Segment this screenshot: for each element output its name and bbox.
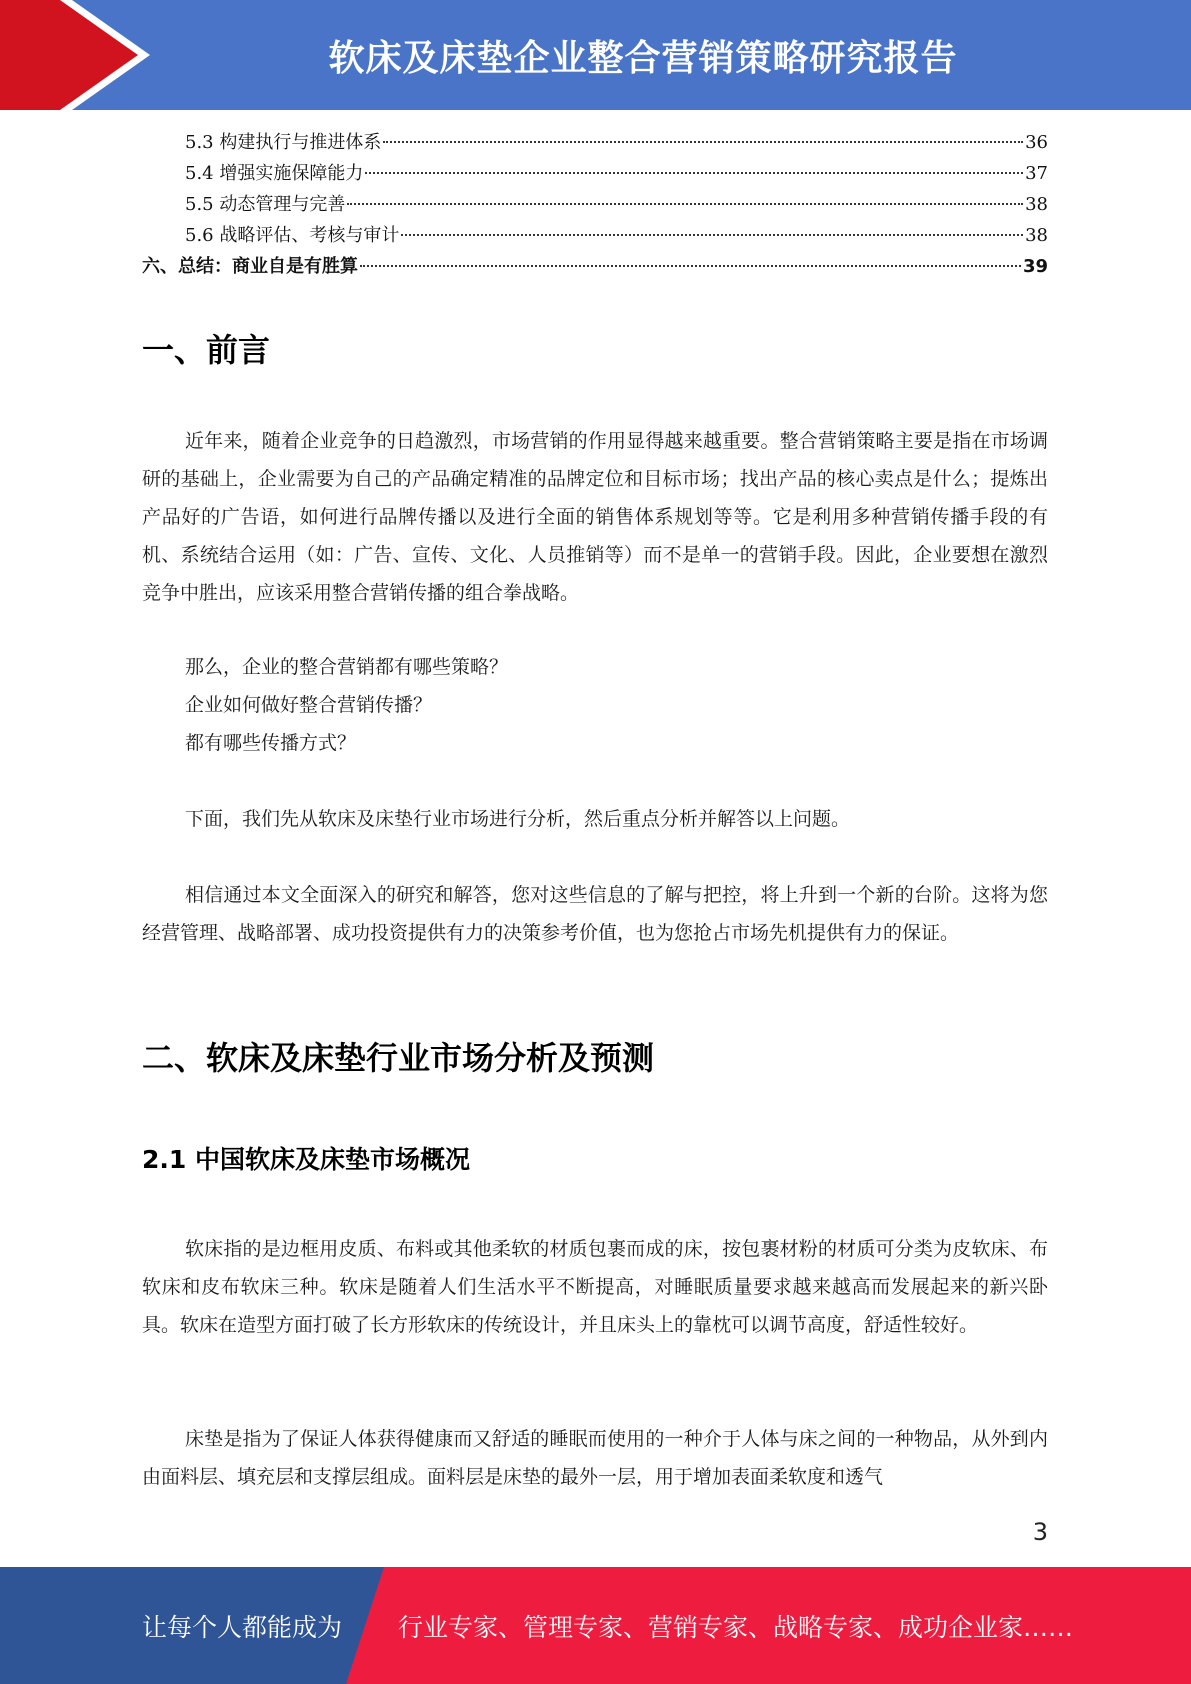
section-heading: 二、软床及床垫行业市场分析及预测 (142, 1039, 655, 1077)
toc-entry[interactable] (142, 221, 1048, 252)
toc-dot-leader (383, 141, 1023, 143)
subsection-heading: 2.1 中国软床及床垫市场概况 (142, 1145, 470, 1174)
toc-entry-label: 5.3 构建执行与推进体系 (185, 132, 382, 153)
question-line: 那么，企业的整合营销都有哪些策略？ (185, 656, 509, 678)
toc-entry-page: 37 (1025, 163, 1048, 184)
toc-dot-leader (347, 203, 1023, 205)
page-footer-band (0, 1567, 1191, 1684)
toc-entry-page: 39 (1022, 256, 1048, 277)
toc-entry-label: 六、总结：商业自是有胜算 (142, 256, 358, 277)
report-title: 软床及床垫企业整合营销策略研究报告 (328, 37, 958, 79)
footer-slogan-right: 行业专家、管理专家、营销专家、战略专家、成功企业家…… (398, 1612, 1074, 1642)
toc-dot-leader (401, 234, 1023, 236)
toc-entry-label: 5.6 战略评估、考核与审计 (185, 225, 400, 246)
toc-entry[interactable] (142, 190, 1048, 221)
toc-entry-page: 36 (1025, 132, 1048, 153)
toc-entry[interactable] (142, 159, 1048, 190)
body-paragraph: 下面，我们先从软床及床垫行业市场进行分析，然后重点分析并解答以上问题。 (185, 808, 851, 830)
body-paragraph: 床垫是指为了保证人体获得健康而又舒适的睡眠而使用的一种介于人体与床之间的一种物品，从外到内由面料层、填充层和支撑层组成。面料层是床垫的最外一层，用于增加表面柔软度和透气 (142, 1428, 1048, 1488)
body-paragraph: 相信通过本文全面深入的研究和解答，您对这些信息的了解与把控，将上升到一个新的台阶。这将为您经营管理、战略部署、成功投资提供有力的决策参考价值，也为您抢占市场先机提供有力的保证。 (142, 884, 1048, 944)
toc-entry-label: 5.4 增强实施保障能力 (185, 163, 364, 184)
body-paragraph: 软床指的是边框用皮质、布料或其他柔软的材质包裹而成的床，按包裹材粉的材质可分类为皮软床、布软床和皮布软床三种。软床是随着人们生活水平不断提高，对睡眠质量要求越来越高而发展起来的新兴卧具。软床在造型方面打破了长方形软床的传统设计，并且床头上的靠枕可以调节高度，舒适性较好。 (142, 1238, 1048, 1336)
body-paragraph: 近年来，随着企业竞争的日趋激烈，市场营销的作用显得越来越重要。整合营销策略主要是指在市场调研的基础上，企业需要为自己的产品确定精准的品牌定位和目标市场；找出产品的核心卖点是什么；提炼出产品好的广告语，如何进行品牌传播以及进行全面的销售体系规划等等。它是利用多种营销传播手段的有机、系统结合运用（如：广告、宣传、文化、人员推销等）而不是单一的营销手段。因此，企业要想在激烈竞争中胜出，应该采用整合营销传播的组合拳战略。 (142, 430, 1048, 604)
section-heading: 一、前言 (142, 331, 271, 369)
page-header-band (0, 0, 1191, 110)
toc-dot-leader (365, 172, 1023, 174)
toc-dot-leader (360, 265, 1021, 267)
footer-slogan-left: 让每个人都能成为 (142, 1612, 343, 1642)
toc-entry-page: 38 (1025, 225, 1048, 246)
toc-entry-chapter[interactable] (142, 252, 1048, 283)
toc-entry[interactable] (142, 128, 1048, 159)
table-of-contents (142, 128, 1048, 283)
toc-entry-label: 5.5 动态管理与完善 (185, 194, 346, 215)
question-line: 都有哪些传播方式？ (185, 732, 357, 754)
page-number: 3 (1032, 1518, 1048, 1546)
toc-entry-page: 38 (1025, 194, 1048, 215)
question-line: 企业如何做好整合营销传播？ (185, 694, 433, 716)
